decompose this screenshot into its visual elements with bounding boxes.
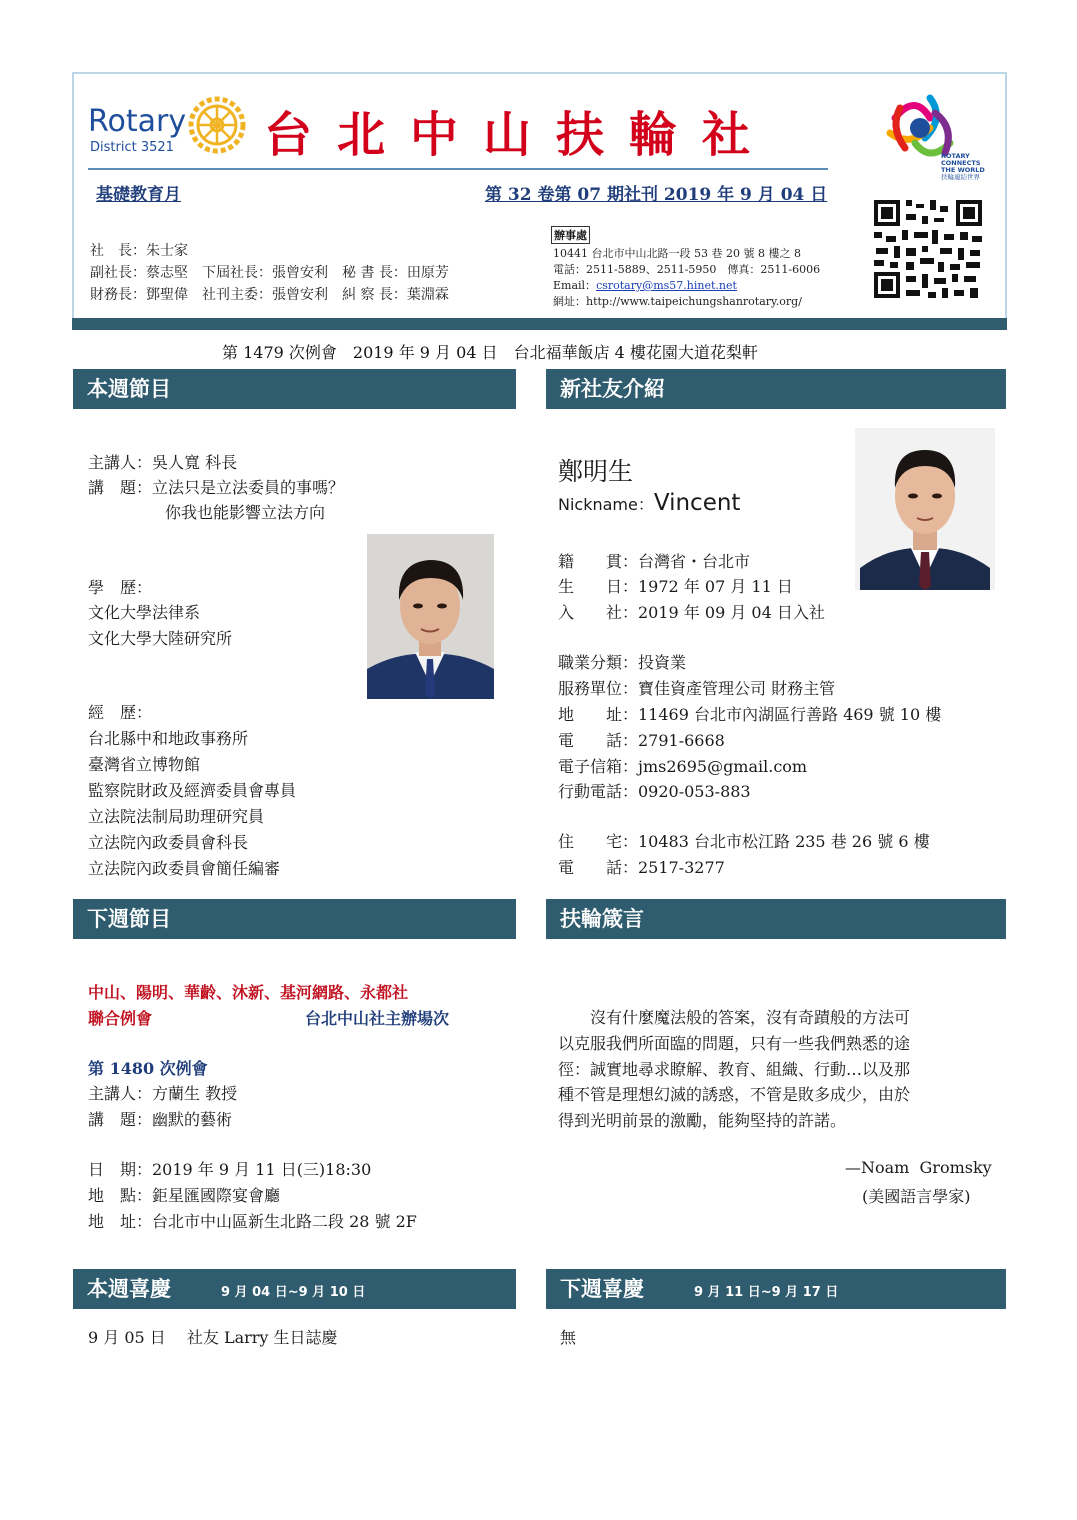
section-this-week: 本週節目: [73, 369, 516, 409]
rotary-wheel-icon: [186, 94, 248, 156]
officer-row-3: 財務長：鄧聖偉 社刊主委：張曾安利 糾 察 長：葉淵霖: [90, 287, 449, 303]
member-company: 服務單位：寶佳資產管理公司 財務主管: [558, 679, 836, 698]
member-mobile: 行動電話：0920-053-883: [558, 782, 751, 801]
svg-text:扶輪連結世界: 扶輪連結世界: [941, 173, 980, 180]
section-next-week: 下週節目: [73, 899, 516, 939]
member-office-address: 地 址：11469 台北市內湖區行善路 469 號 10 樓: [558, 705, 942, 724]
celebration-heading: 下週喜慶: [560, 1276, 644, 1301]
officer-row-1: 社 長：朱士家: [90, 243, 188, 259]
next-meeting-number: 第 1480 次例會: [88, 1059, 208, 1078]
member-home-phone: 電 話：2517-3277: [558, 858, 725, 877]
experience-item: 監察院財政及經濟委員會專員: [88, 781, 297, 800]
rotary-wordmark: Rotary: [88, 104, 187, 139]
celebration-range: 9 月 04 日~9 月 10 日: [221, 1285, 366, 1300]
quote-line: 以克服我們所面臨的問題，只有一些我們熟悉的途: [558, 1034, 911, 1053]
meeting-line: 第 1479 次例會 2019 年 9 月 04 日 台北福華飯店 4 樓花園大道花梨軒: [222, 343, 758, 362]
education-item: 文化大學法律系: [88, 603, 201, 622]
district-label: District 3521: [90, 140, 174, 155]
education-item: 文化大學大陸研究所: [88, 629, 233, 648]
section-this-week-celebration: [73, 1269, 516, 1309]
office-phone: 電話：2511-5889、2511-5950 傳真：2511-6006: [553, 263, 821, 276]
host-label: 台北中山社主辦場次: [305, 1009, 450, 1028]
education-label: 學 歷：: [88, 578, 153, 597]
experience-item: 立法院內政委員會簡任編審: [88, 859, 281, 878]
quote-author-desc: (美國語言學家): [862, 1187, 971, 1206]
celebration-item: 9 月 05 日 社友 Larry 生日誌慶: [88, 1328, 338, 1347]
topic-line-2: 你我也能影響立法方向: [165, 503, 326, 522]
office-title: 辦事處: [551, 226, 590, 244]
header-bottom-bar: [72, 318, 1007, 330]
speaker-photo: [367, 534, 494, 699]
next-place: 地 點：鉅星匯國際宴會廳: [88, 1186, 281, 1205]
member-home-address: 住 宅：10483 台北市松江路 235 巷 26 號 6 樓: [558, 832, 930, 851]
celebration-heading: 本週喜慶: [87, 1276, 171, 1301]
nickname-label: Nickname：: [558, 495, 654, 514]
experience-item: 立法院內政委員會科長: [88, 833, 249, 852]
experience-item: 立法院法制局助理研究員: [88, 807, 265, 826]
member-office-phone: 電 話：2791-6668: [558, 731, 725, 750]
member-classification: 職業分類：投資業: [558, 653, 687, 672]
joint-meeting-label: 聯合例會: [88, 1009, 153, 1028]
member-birthday: 生 日：1972 年 07 月 11 日: [558, 577, 793, 596]
member-photo: [855, 428, 995, 590]
email-link[interactable]: csrotary@ms57.hinet.net: [596, 279, 737, 292]
section-next-week-celebration: [546, 1269, 1006, 1309]
next-topic: 講 題：幽默的藝術: [88, 1110, 233, 1129]
speaker-line: 主講人：吳人寬 科長: [88, 453, 238, 472]
quote-line: 沒有什麼魔法般的答案，沒有奇蹟般的方法可: [558, 1008, 911, 1027]
next-speaker: 主講人：方蘭生 教授: [88, 1084, 238, 1103]
month-theme: 基礎教育月: [96, 185, 181, 205]
office-website[interactable]: 網址：http://www.taipeichungshanrotary.org/: [553, 295, 802, 308]
quote-line: 徑：誠實地尋求瞭解、教育、組織、行動…以及那: [558, 1060, 911, 1079]
joint-meeting-clubs: 中山、陽明、華齡、沐新、基河網路、永都社: [88, 983, 409, 1002]
qr-code-icon[interactable]: [870, 196, 986, 302]
quote-line: 種不管是理想幻滅的誘惑，不管是敗多成少，由於: [558, 1085, 911, 1104]
office-email: [553, 277, 737, 293]
next-date: 日 期：2019 年 9 月 11 日(三)18:30: [88, 1160, 372, 1179]
svg-text:THE WORLD: THE WORLD: [941, 166, 985, 174]
experience-item: 台北縣中和地政事務所: [88, 729, 249, 748]
quote-author: —Noam Gromsky: [845, 1158, 992, 1177]
issue-label: 第 32 卷第 07 期社刊 2019 年 9 月 04 日: [485, 185, 828, 205]
member-name: 鄭明生: [558, 457, 634, 486]
section-quote: 扶輪箴言: [546, 899, 1006, 939]
member-email[interactable]: 電子信箱：jms2695@gmail.com: [558, 757, 808, 776]
email-label: Email：: [553, 279, 597, 292]
experience-label: 經 歷：: [88, 703, 153, 722]
officer-row-2: 副社長：蔡志堅 下屆社長：張曾安利 秘 書 長：田原芳: [90, 265, 449, 281]
experience-item: 臺灣省立博物館: [88, 755, 201, 774]
celebration-item: 無: [560, 1328, 577, 1347]
quote-line: 得到光明前景的激勵，能夠堅持的許諾。: [558, 1111, 847, 1130]
svg-text:ROTARY: ROTARY: [941, 152, 970, 160]
member-join-date: 入 社：2019 年 09 月 04 日入社: [558, 603, 825, 622]
nickname-value: Vincent: [653, 490, 741, 516]
topic-line-1: 講 題：立法只是立法委員的事嗎？: [88, 478, 345, 497]
next-address: 地 址：台北市中山區新生北路二段 28 號 2F: [88, 1212, 417, 1231]
celebration-range: 9 月 11 日~9 月 17 日: [694, 1285, 839, 1300]
svg-text:CONNECTS: CONNECTS: [941, 159, 981, 167]
section-new-member: 新社友介紹: [546, 369, 1006, 409]
title-rule: [88, 168, 828, 170]
member-hometown: 籍 貫：台灣省・台北市: [558, 552, 751, 571]
club-title: 台北中山扶輪社: [264, 107, 776, 163]
member-nickname: [558, 490, 740, 516]
rotary-connects-the-world-logo: [875, 88, 985, 180]
office-address: 10441 台北市中山北路一段 53 巷 20 號 8 樓之 8: [553, 247, 801, 260]
